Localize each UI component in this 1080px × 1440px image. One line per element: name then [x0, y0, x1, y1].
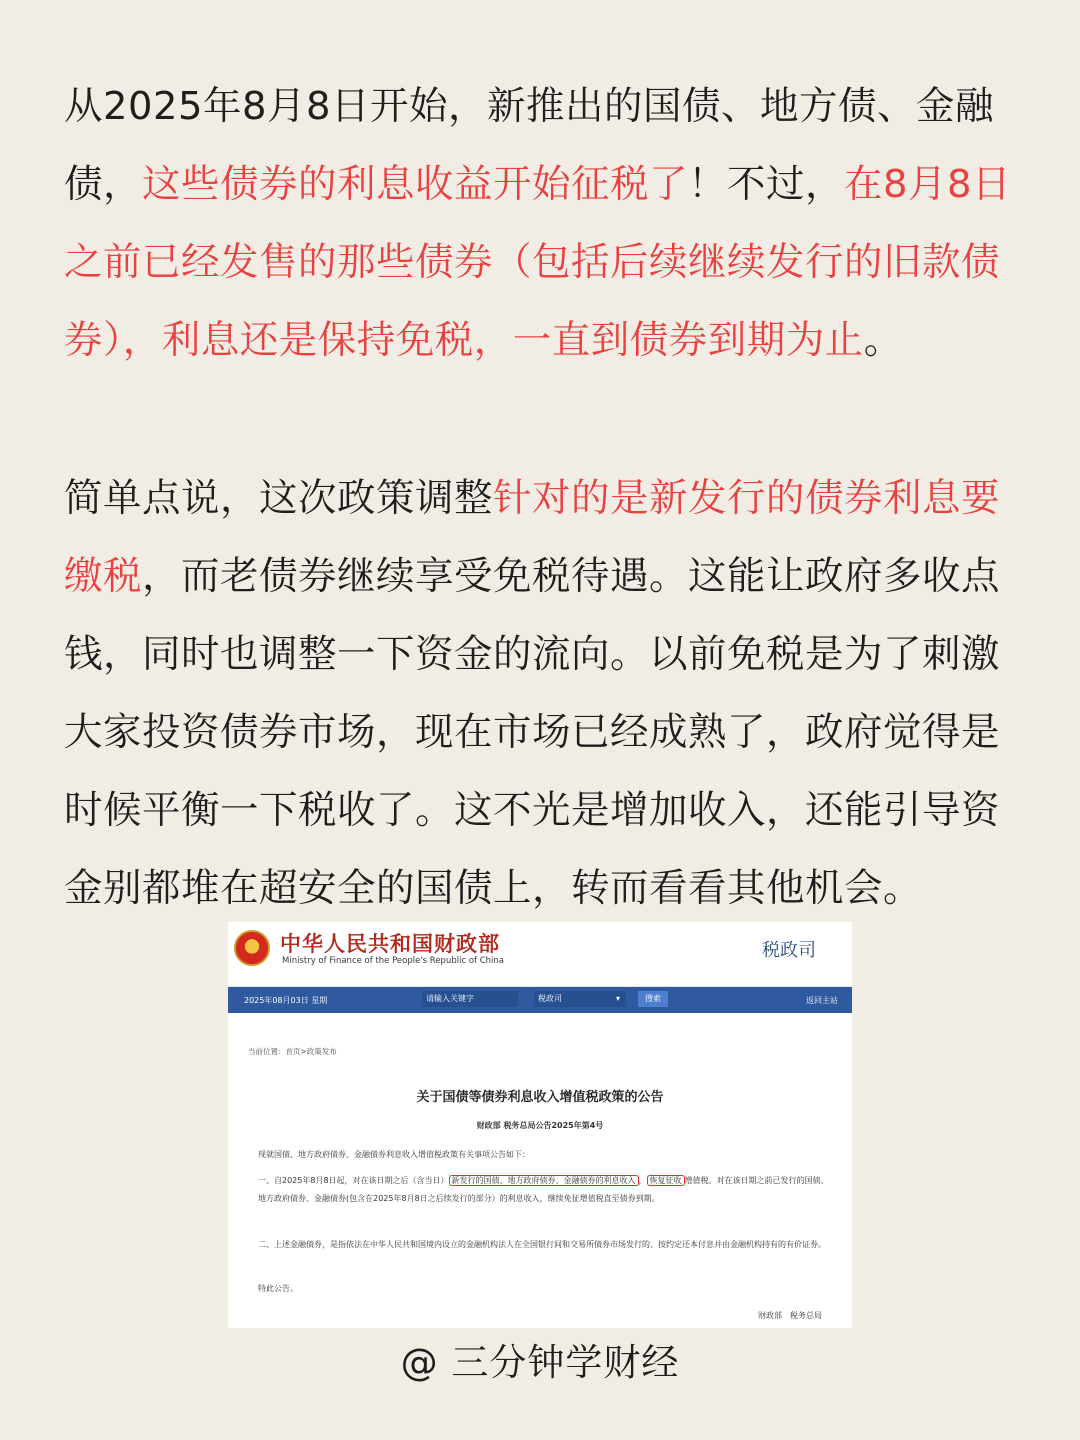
ministry-name-en: Ministry of Finance of the People's Republic of China: [282, 956, 505, 966]
home-link[interactable]: 返回主站: [806, 996, 838, 1005]
highlight-text: 针对的是新发行的债券利息要缴税: [64, 476, 1001, 599]
text-segment: 从2025年8月8日开始，新推出的国债、地方债、金融债，: [64, 84, 994, 207]
highlight-box: 新发行的国债、地方政府债券、金融债券的利息收入: [449, 1175, 639, 1186]
announcement-screenshot: [228, 922, 852, 1328]
highlight-box: 恢复征收: [647, 1175, 685, 1186]
intro-paragraph: [64, 68, 1020, 380]
highlight-text: 在8月8日之前已经发售的那些债券（包括后续继续发行的旧款债券），利息还是保持免税，一直到债券到期为止: [64, 162, 1012, 363]
text-segment: 。: [863, 318, 903, 363]
site-header: [228, 922, 852, 987]
breadcrumb: 当前位置：首页>政策发布: [248, 1047, 337, 1056]
text-segment: ，而老债券继续享受免税待遇。这能让政府多收点钱，同时也调整一下资金的流向。以前免税是为了刺激大家投资债券市场，现在市场已经成熟了，政府觉得是时候平衡一下税收了。这不光是增加收入，还能引导资金别都堆在超安全的国债上，转而看看其他机会。: [64, 554, 1001, 911]
site-navbar: [228, 987, 852, 1013]
department-name: 税政司: [762, 940, 816, 961]
text-segment: ，: [638, 1176, 647, 1185]
summary-paragraph: [64, 460, 1020, 928]
select-value: 税政司: [538, 994, 562, 1003]
ministry-name: 中华人民共和国财政部: [280, 932, 500, 956]
text-segment: 增值税。对在该日期之前已发行的国债、地方政府债券、金融债券(包含在2025年8月8日之后续发行的部分）的利息收入，继续免征增值税直至债券到期。: [258, 1176, 829, 1203]
search-input[interactable]: 请输入关键字: [422, 991, 518, 1007]
chevron-down-icon: ▾: [615, 994, 620, 1003]
author-handle: @ 三分钟学财经: [400, 1341, 680, 1384]
scope-select[interactable]: [534, 991, 626, 1007]
text-segment: 一、自2025年8月8日起，对在该日期之后（含当日）: [258, 1176, 449, 1185]
document-signature: 财政部 税务总局: [758, 1311, 822, 1320]
nav-date: 2025年08月03日 星期: [244, 996, 328, 1005]
document-closing: 特此公告。: [258, 1284, 298, 1293]
text-segment: 简单点说，这次政策调整: [64, 476, 494, 521]
national-emblem-icon: [234, 930, 270, 966]
search-button[interactable]: 搜索: [638, 991, 668, 1007]
document-item-1: [258, 1172, 830, 1208]
highlight-text: 这些债券的利息收益开始征税了: [142, 162, 689, 207]
document-number: 财政部 税务总局公告2025年第4号: [476, 1121, 604, 1130]
document-title: 关于国债等债券利息收入增值税政策的公告: [416, 1090, 664, 1105]
document-item-2: 二、上述金融债券，是指依法在中华人民共和国境内设立的金融机构法人在全国银行间和交易所债券市场发行的、按约定还本付息并由金融机构持有的有价证券。: [258, 1240, 826, 1249]
text-segment: ！不过，: [688, 162, 845, 207]
document-intro: 现就国债、地方政府债券、金融债券利息收入增值税政策有关事项公告如下：: [258, 1150, 530, 1159]
